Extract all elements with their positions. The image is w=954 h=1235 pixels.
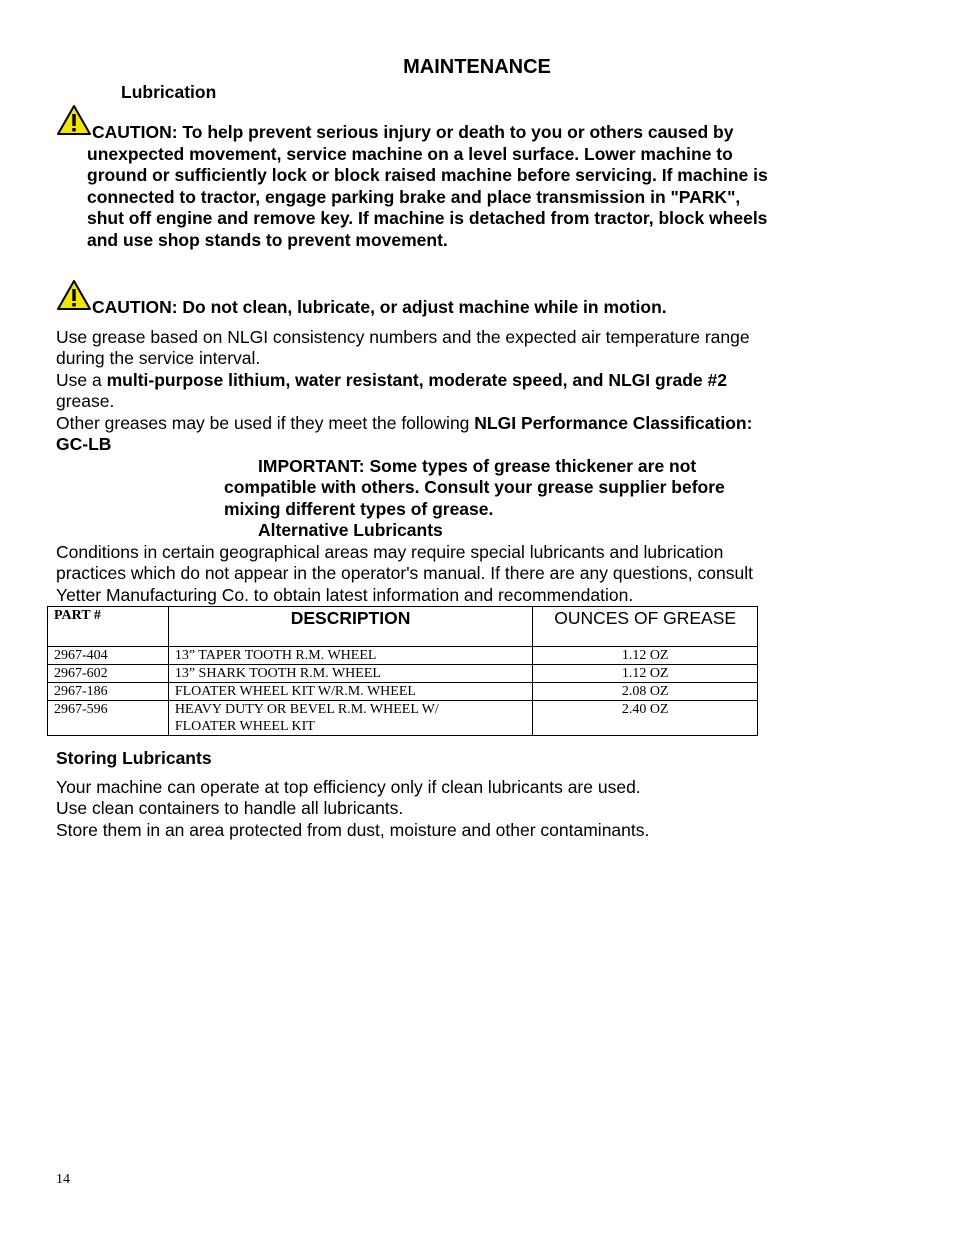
important-note-line: mixing different types of grease. bbox=[224, 499, 494, 519]
part-number: 2967-186 bbox=[48, 683, 169, 701]
grease-table bbox=[47, 606, 758, 736]
grease-ounces: 1.12 OZ bbox=[533, 665, 758, 683]
part-number: 2967-602 bbox=[48, 665, 169, 683]
alternative-para-line: Yetter Manufacturing Co. to obtain latest information and recommendation. bbox=[56, 585, 634, 605]
column-header-part: PART # bbox=[48, 607, 169, 647]
grease-type-prefix: Use a bbox=[56, 370, 107, 390]
part-number: 2967-596 bbox=[48, 701, 169, 736]
part-description: 13” TAPER TOOTH R.M. WHEEL bbox=[168, 647, 532, 665]
grease-ounces: 2.08 OZ bbox=[533, 683, 758, 701]
table-row bbox=[48, 683, 758, 701]
grease-para-line: Use grease based on NLGI consistency numbers and the expected air temperature range bbox=[56, 327, 750, 347]
important-note-line: compatible with others. Consult your grease supplier before bbox=[224, 477, 725, 497]
section-heading-lubrication: Lubrication bbox=[121, 82, 217, 102]
storing-lubricants-heading: Storing Lubricants bbox=[56, 748, 212, 768]
part-description-line: FLOATER WHEEL KIT bbox=[174, 719, 315, 734]
warning-triangle-icon bbox=[56, 279, 92, 311]
storing-para-line: Store them in an area protected from dust, moisture and other contaminants. bbox=[56, 820, 650, 840]
grease-ounces: 2.40 OZ bbox=[533, 701, 758, 736]
nlgi-code: GC-LB bbox=[56, 434, 112, 454]
part-description: 13” SHARK TOOTH R.M. WHEEL bbox=[168, 665, 532, 683]
part-description-line: HEAVY DUTY OR BEVEL R.M. WHEEL W/ bbox=[174, 702, 439, 717]
warning-triangle-icon bbox=[56, 104, 92, 136]
table-row bbox=[48, 701, 758, 736]
caution-line: ground or sufficiently lock or block raised machine before servicing. If machine is bbox=[87, 165, 768, 185]
storing-para-line: Use clean containers to handle all lubricants. bbox=[56, 798, 404, 818]
alternative-para-line: Conditions in certain geographical areas may require special lubricants and lubrication bbox=[56, 542, 724, 562]
caution-line: shut off engine and remove key. If machine is detached from tractor, block wheels bbox=[87, 208, 768, 228]
table-row bbox=[48, 647, 758, 665]
nlgi-classification: NLGI Performance Classification: bbox=[474, 413, 753, 433]
part-description: FLOATER WHEEL KIT W/R.M. WHEEL bbox=[168, 683, 532, 701]
grease-type-line bbox=[56, 370, 727, 392]
part-number: 2967-404 bbox=[48, 647, 169, 665]
storing-para-line: Your machine can operate at top efficiency only if clean lubricants are used. bbox=[56, 777, 641, 797]
part-description bbox=[168, 701, 532, 736]
caution-line: unexpected movement, service machine on a level surface. Lower machine to bbox=[87, 144, 733, 164]
caution-motion: CAUTION: Do not clean, lubricate, or adjust machine while in motion. bbox=[92, 297, 667, 317]
grease-type-end: grease. bbox=[56, 391, 115, 411]
caution-line: and use shop stands to prevent movement. bbox=[87, 230, 448, 250]
column-header-ounces: OUNCES OF GREASE bbox=[533, 607, 758, 647]
caution-line: connected to tractor, engage parking brake and place transmission in "PARK", bbox=[87, 187, 741, 207]
table-header-row bbox=[48, 607, 758, 647]
nlgi-prefix: Other greases may be used if they meet the following bbox=[56, 413, 475, 433]
grease-ounces: 1.12 OZ bbox=[533, 647, 758, 665]
alternative-lubricants-heading: Alternative Lubricants bbox=[258, 520, 443, 540]
page-number: 14 bbox=[56, 1172, 70, 1187]
nlgi-line bbox=[56, 413, 752, 435]
grease-para-line: during the service interval. bbox=[56, 348, 261, 368]
grease-type-bold: multi-purpose lithium, water resistant, moderate speed, and NLGI grade #2 bbox=[106, 370, 727, 390]
important-note-line: IMPORTANT: Some types of grease thickener are not bbox=[258, 456, 697, 476]
column-header-description: DESCRIPTION bbox=[168, 607, 532, 647]
table-row bbox=[48, 665, 758, 683]
alternative-para-line: practices which do not appear in the operator's manual. If there are any questions, consult bbox=[56, 563, 753, 583]
page-title: MAINTENANCE bbox=[403, 56, 551, 78]
caution-line: CAUTION: To help prevent serious injury or death to you or others caused by bbox=[92, 122, 734, 142]
